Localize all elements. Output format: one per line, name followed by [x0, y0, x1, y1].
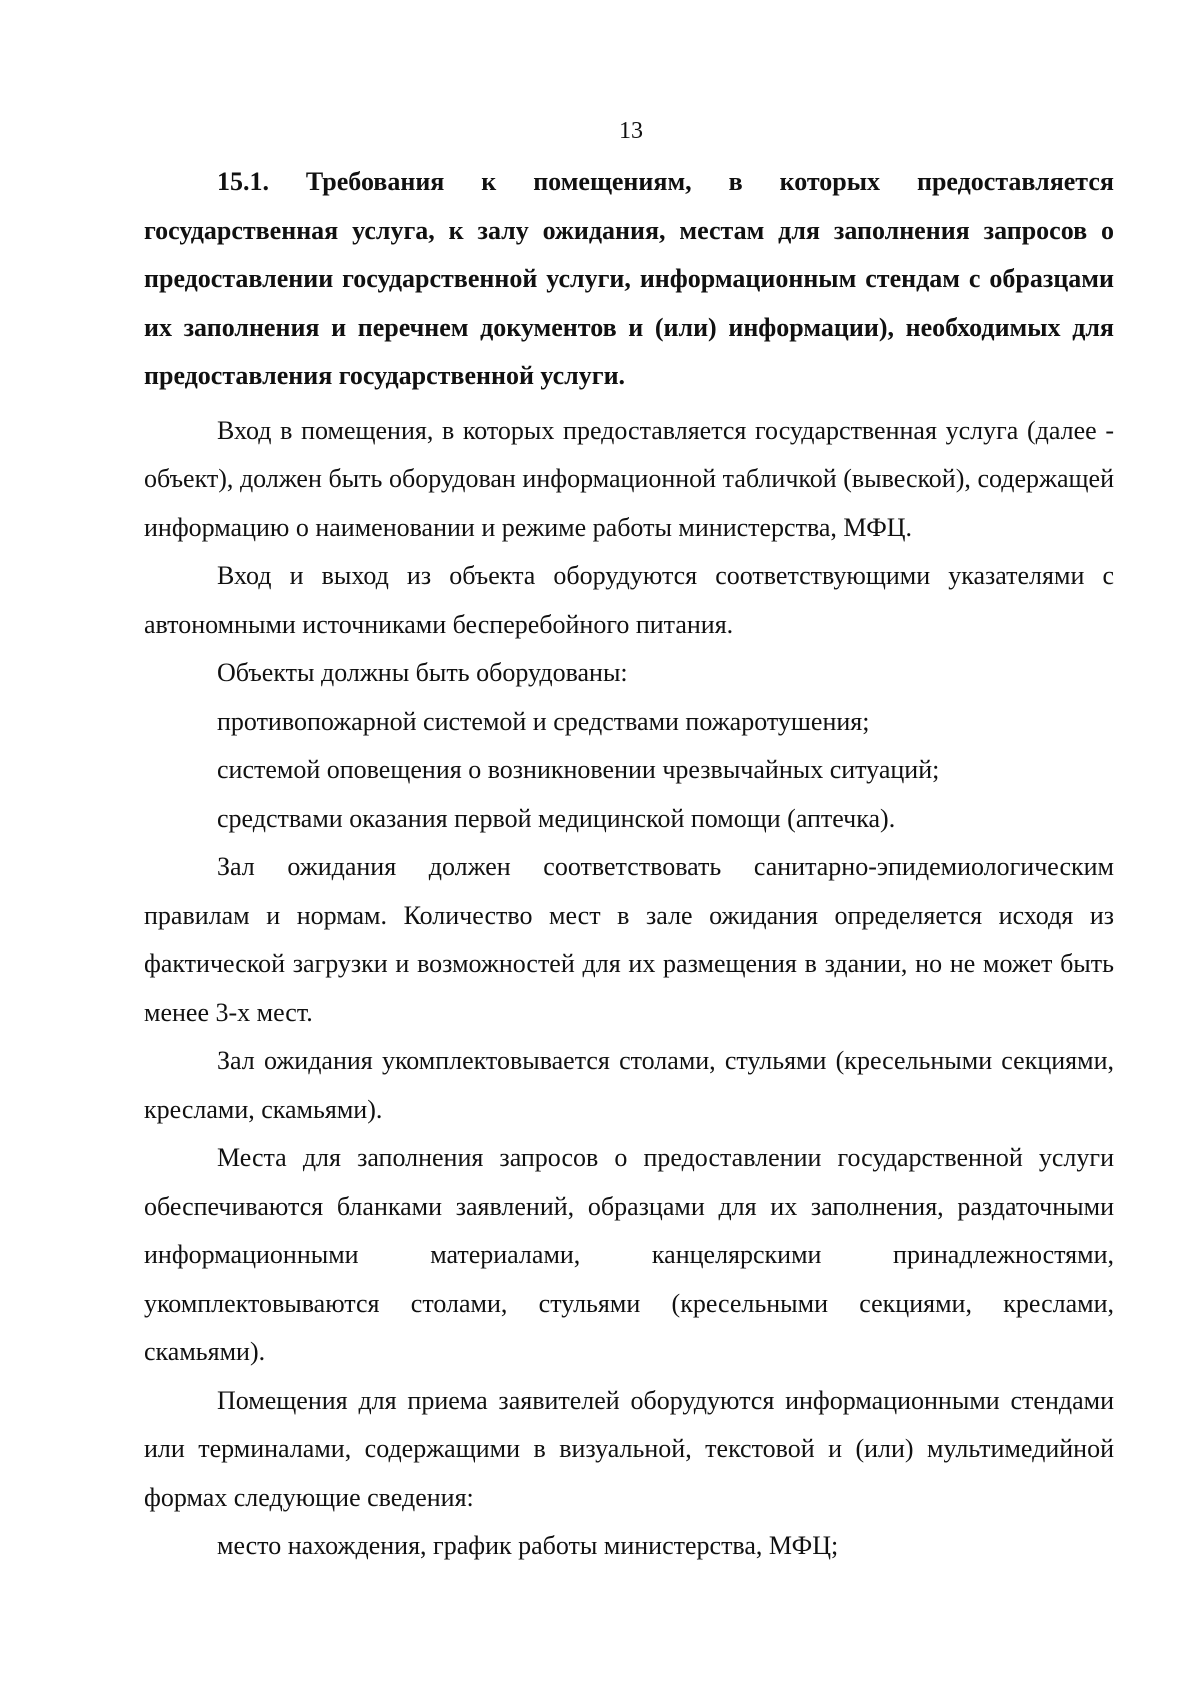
paragraph-request-places: Места для заполнения запросов о предоставлении государственной услуги обеспечиваются бланками заявлений, образцами для их заполнения, раздаточными информационными материалами, канцелярскими принадлежностями, укомплектовываются столами, стульями (кресельными секциями, креслами, скамьями). [144, 1143, 1114, 1366]
list-item-fire-system: противопожарной системой и средствами пожаротушения; [217, 706, 870, 736]
paragraph-waiting-hall: Зал ожидания должен соответствовать санитарно-эпидемиологическим правилам и нормам. Количество мест в зале ожидания определяется исходя из фактической загрузки и возможностей для их размещения в здании, но не может быть менее 3-х мест. [144, 852, 1114, 1027]
section-heading: 15.1. Требования к помещениям, в которых предоставляется государственная услуга, к залу ожидания, местам для заполнения запросов о предоставлении государственной услуги, информационным стендам с образцами их заполнения и перечнем документов и (или) информации), необходимых для предоставления государственной услуги. [144, 167, 1114, 390]
paragraph-equipment-intro: Объекты должны быть оборудованы: [217, 658, 628, 687]
paragraph-entrance-exit: Вход и выход из объекта оборудуются соответствующими указателями с автономными источниками бесперебойного питания. [144, 561, 1114, 639]
list-item-alert-system: системой оповещения о возникновении чрезвычайных ситуаций; [217, 755, 940, 784]
paragraph-info-stands: Помещения для приема заявителей оборудуются информационными стендами или терминалами, содержащими в визуальной, текстовой и (или) мультимедийной формах следующие сведения: [144, 1385, 1114, 1512]
paragraph-entrance-sign: Вход в помещения, в которых предоставляется государственная услуга (далее - объект), должен быть оборудован информационной табличкой (вывеской), содержащей информацию о наименовании и режиме работы министерства, МФЦ. [144, 415, 1114, 542]
list-item-location-schedule: место нахождения, график работы министерства, МФЦ; [217, 1531, 839, 1560]
list-item-first-aid: средствами оказания первой медицинской помощи (аптечка). [217, 803, 896, 833]
document-body [144, 158, 1114, 1571]
page-number: 13 [619, 118, 643, 144]
paragraph-waiting-furniture: Зал ожидания укомплектовывается столами, стульями (кресельными секциями, креслами, скамьями). [144, 1046, 1114, 1124]
